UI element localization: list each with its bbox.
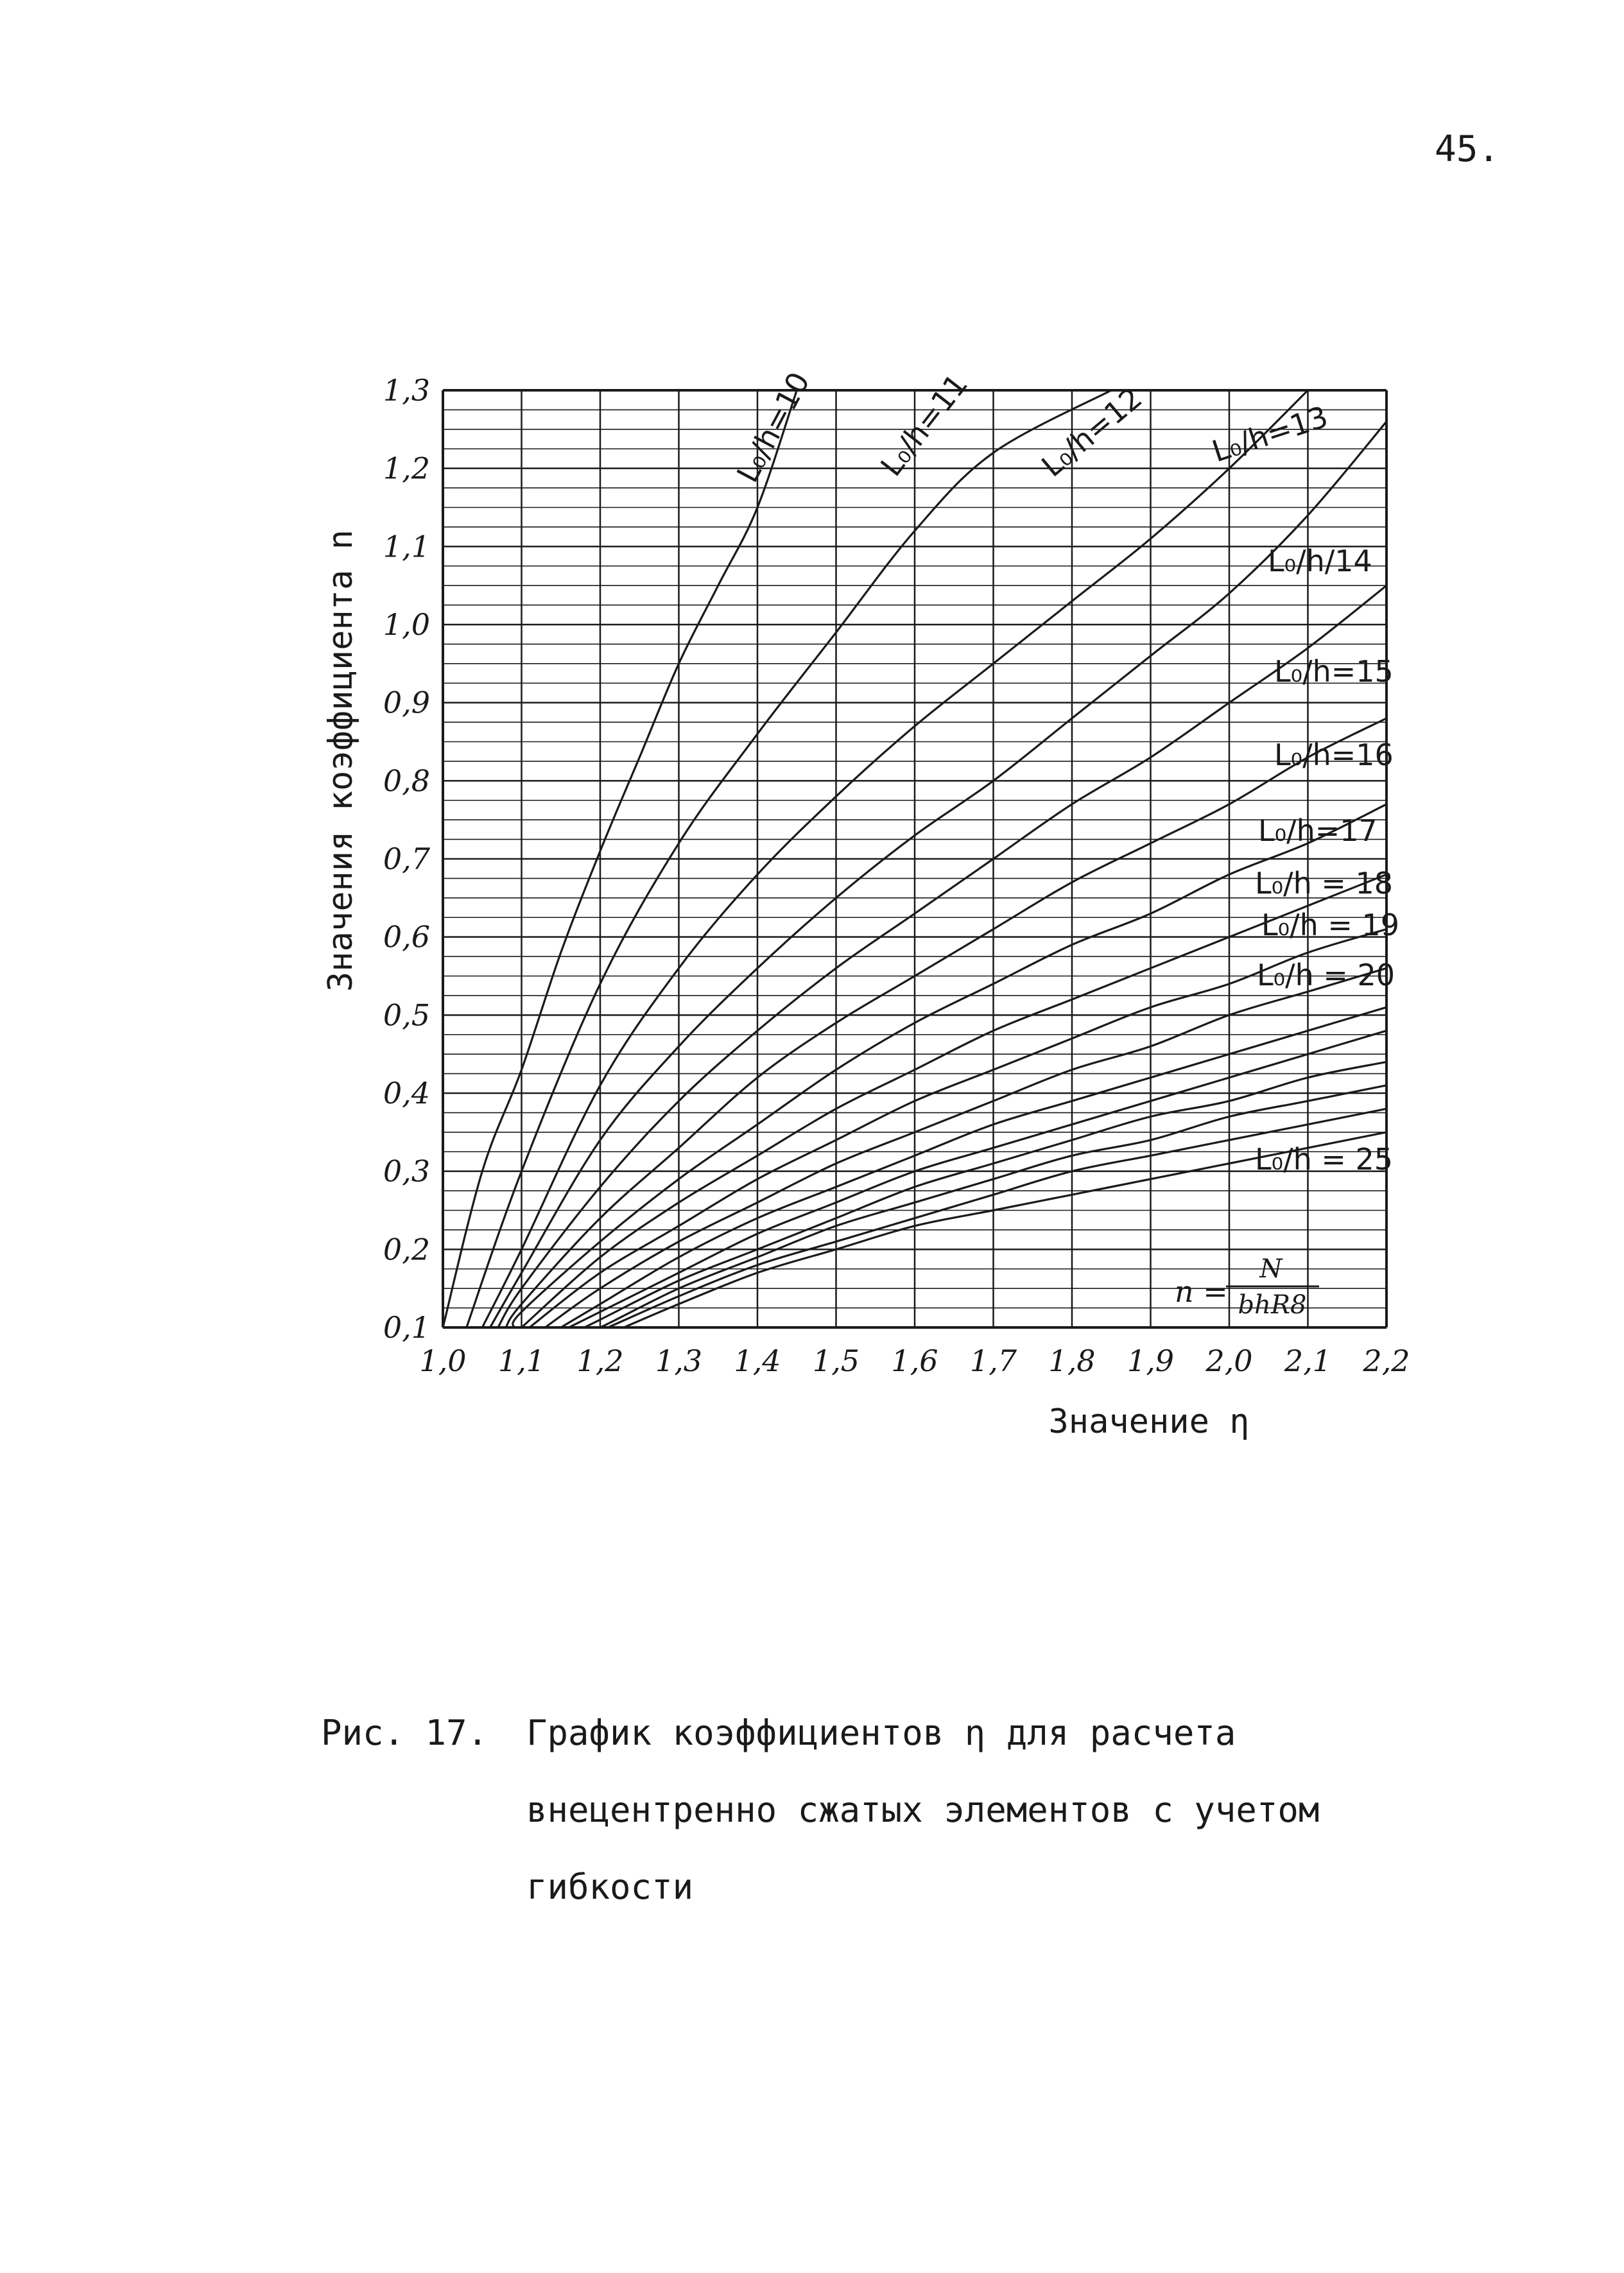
y-tick-label: 1,3 bbox=[383, 373, 430, 408]
formula-denominator: bhR8 bbox=[1238, 1290, 1307, 1320]
series-label-5: L₀/h/14 bbox=[1268, 544, 1372, 578]
series-label-6: L₀/h=15 bbox=[1274, 654, 1394, 689]
x-tick-label: 2,1 bbox=[1284, 1344, 1332, 1378]
y-tick-label: 1,0 bbox=[383, 607, 430, 642]
formula bbox=[1175, 1254, 1319, 1320]
x-tick-label: 1,3 bbox=[655, 1344, 703, 1378]
series-label-3: L₀/h=12 bbox=[1035, 380, 1149, 484]
series-line-4 bbox=[490, 422, 1387, 1327]
series-label-7: L₀/h=16 bbox=[1274, 738, 1394, 772]
formula-numerator: N bbox=[1259, 1254, 1283, 1284]
figure-label: Рис. 17. bbox=[321, 1713, 488, 1753]
y-tick-label: 0,2 bbox=[383, 1232, 430, 1267]
x-tick-label: 1,4 bbox=[734, 1344, 781, 1378]
caption-line-3: гибкости bbox=[526, 1867, 694, 1907]
x-tick-label: 1,7 bbox=[969, 1344, 1017, 1378]
y-tick-label: 0,7 bbox=[383, 842, 430, 876]
page-number: 45. bbox=[1435, 128, 1500, 170]
x-axis-title: Значение η bbox=[1048, 1403, 1250, 1441]
y-tick-label: 1,1 bbox=[383, 529, 430, 564]
series-line-13 bbox=[585, 1062, 1387, 1327]
series-line-8 bbox=[522, 874, 1387, 1327]
caption-line-1: График коэффициентов η для расчета bbox=[526, 1713, 1236, 1753]
formula-lhs: n = bbox=[1175, 1274, 1228, 1309]
series-label-11: L₀/h = 20 bbox=[1257, 958, 1395, 992]
x-tick-label: 1,6 bbox=[891, 1344, 938, 1378]
y-tick-label: 0,1 bbox=[383, 1310, 430, 1345]
x-tick-label: 1,8 bbox=[1048, 1344, 1096, 1378]
series-label-16: L₀/h = 25 bbox=[1255, 1142, 1394, 1177]
x-tick-label: 2,2 bbox=[1363, 1344, 1410, 1378]
x-tick-label: 1,9 bbox=[1127, 1344, 1175, 1378]
series-label-2: L₀/h=11 bbox=[874, 367, 975, 483]
y-tick-label: 0,3 bbox=[383, 1154, 430, 1189]
y-tick-label: 0,9 bbox=[383, 685, 430, 720]
series-label-8: L₀/h=17 bbox=[1258, 813, 1378, 848]
series-label-4: L₀/h=13 bbox=[1207, 399, 1333, 469]
x-tick-label: 2,0 bbox=[1205, 1344, 1253, 1378]
caption-line-2: внецентренно сжатых элементов с учетом bbox=[526, 1790, 1320, 1830]
y-tick-label: 0,6 bbox=[383, 919, 430, 955]
y-tick-label: 1,2 bbox=[383, 451, 430, 486]
y-tick-label: 0,4 bbox=[383, 1076, 430, 1111]
series-label-9: L₀/h = 18 bbox=[1255, 866, 1394, 901]
x-tick-label: 1,5 bbox=[812, 1344, 860, 1378]
x-tick-label: 1,0 bbox=[419, 1344, 467, 1378]
series-label-10: L₀/h = 19 bbox=[1261, 908, 1400, 942]
x-tick-label: 1,1 bbox=[497, 1344, 546, 1378]
y-tick-label: 0,8 bbox=[383, 763, 430, 799]
x-tick-label: 1,2 bbox=[576, 1344, 624, 1378]
series-label-1: L₀/h=10 bbox=[730, 366, 816, 488]
y-axis-title: Значения коэффициента n bbox=[322, 529, 360, 992]
y-tick-label: 0,5 bbox=[383, 998, 430, 1033]
